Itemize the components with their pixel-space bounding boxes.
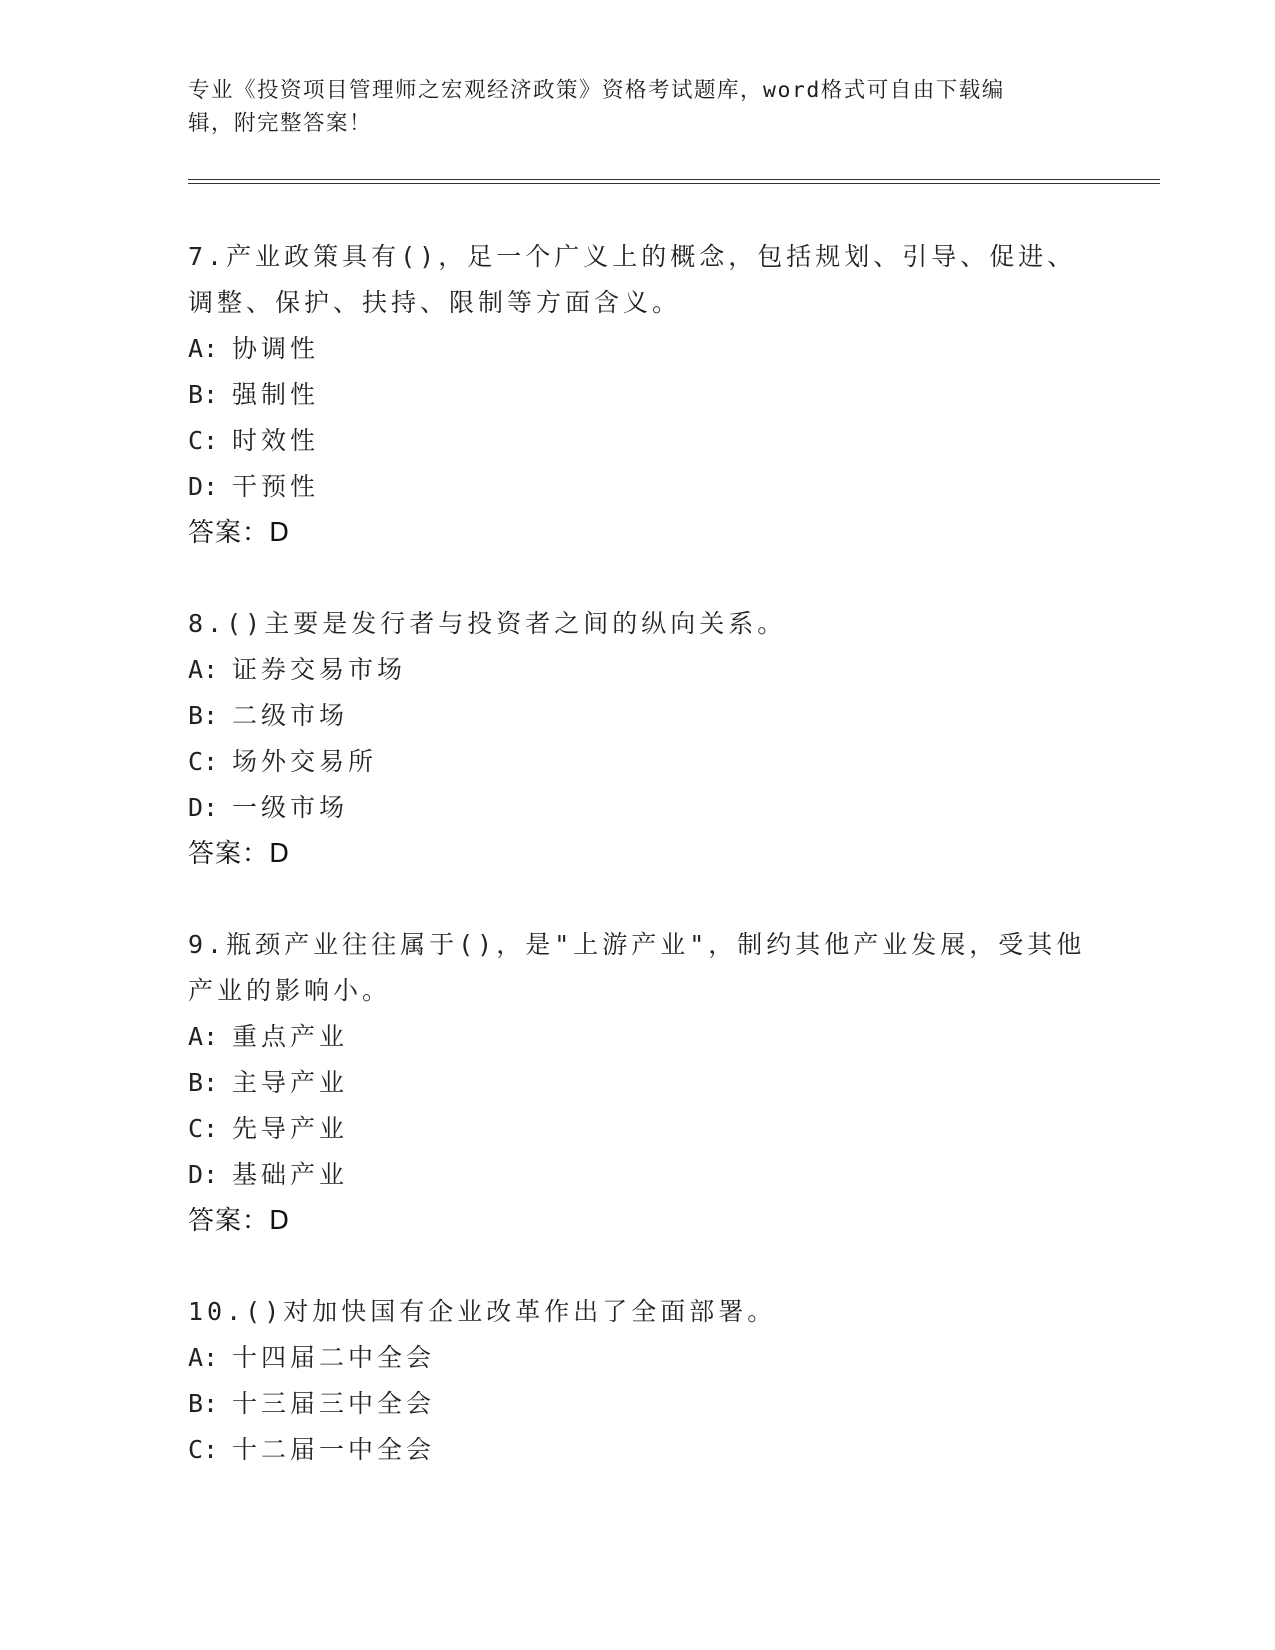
option-text: 十四届二中全会 [232, 1343, 436, 1372]
header-divider-top [188, 179, 1160, 180]
question-stem-line: 10.()对加快国有企业改革作出了全面部署。 [188, 1297, 777, 1326]
option-letter: D: [188, 793, 219, 822]
question-stem [188, 234, 1088, 326]
answer-option [188, 1060, 1088, 1106]
question-stem [188, 1289, 1088, 1335]
option-letter: B: [188, 380, 219, 409]
option-text: 先导产业 [232, 1114, 349, 1143]
question-stem-line: 9.瓶颈产业往往属于()，是"上游产业"，制约其他产业发展，受其他 [188, 930, 1086, 959]
question-list [188, 234, 1088, 1518]
option-text: 强制性 [232, 380, 320, 409]
option-text: 干预性 [232, 472, 320, 501]
option-text: 二级市场 [232, 701, 349, 730]
option-letter: A: [188, 1343, 219, 1372]
option-text: 十二届一中全会 [232, 1435, 436, 1464]
question-stem-line: 产业的影响小。 [188, 976, 392, 1005]
option-letter: C: [188, 1435, 219, 1464]
answer-option [188, 739, 1088, 785]
option-letter: C: [188, 1114, 219, 1143]
option-letter: B: [188, 1068, 219, 1097]
answer-option [188, 693, 1088, 739]
question-stem-line: 8.()主要是发行者与投资者之间的纵向关系。 [188, 609, 787, 638]
answer-option [188, 1014, 1088, 1060]
answer-option [188, 464, 1088, 510]
answer-option [188, 647, 1088, 693]
header-divider-bottom [188, 183, 1160, 184]
option-letter: B: [188, 701, 219, 730]
answer-option [188, 326, 1088, 372]
question-stem [188, 922, 1088, 1014]
option-letter: C: [188, 426, 219, 455]
option-text: 主导产业 [232, 1068, 349, 1097]
question-block [188, 234, 1088, 556]
answer-option [188, 1152, 1088, 1198]
answer-option [188, 785, 1088, 831]
option-text: 基础产业 [232, 1160, 349, 1189]
question-stem-line: 调整、保护、扶持、限制等方面含义。 [188, 288, 682, 317]
option-letter: A: [188, 655, 219, 684]
option-letter: A: [188, 1022, 219, 1051]
option-letter: D: [188, 1160, 219, 1189]
answer-line: 答案：D [188, 839, 291, 869]
option-text: 一级市场 [232, 793, 349, 822]
answer-line: 答案：D [188, 1206, 291, 1236]
question-block [188, 1289, 1088, 1473]
document-header [188, 74, 1068, 140]
answer-option [188, 1106, 1088, 1152]
header-line-1: 专业《投资项目管理师之宏观经济政策》资格考试题库，word格式可自由下载编 [188, 78, 1005, 103]
option-text: 时效性 [232, 426, 320, 455]
answer-option [188, 372, 1088, 418]
option-letter: B: [188, 1389, 219, 1418]
option-text: 重点产业 [232, 1022, 349, 1051]
option-text: 场外交易所 [232, 747, 378, 776]
question-stem [188, 601, 1088, 647]
question-stem-line: 7.产业政策具有()，足一个广义上的概念，包括规划、引导、促进、 [188, 242, 1077, 271]
answer-option [188, 418, 1088, 464]
option-letter: C: [188, 747, 219, 776]
answer-option [188, 1381, 1088, 1427]
question-block [188, 922, 1088, 1244]
answer-option [188, 1427, 1088, 1473]
option-letter: D: [188, 472, 219, 501]
header-line-2: 辑，附完整答案！ [188, 111, 373, 136]
option-letter: A: [188, 334, 219, 363]
answer-line: 答案：D [188, 518, 291, 548]
answer-option [188, 1335, 1088, 1381]
question-block [188, 601, 1088, 877]
option-text: 十三届三中全会 [232, 1389, 436, 1418]
option-text: 证券交易市场 [232, 655, 407, 684]
option-text: 协调性 [232, 334, 320, 363]
